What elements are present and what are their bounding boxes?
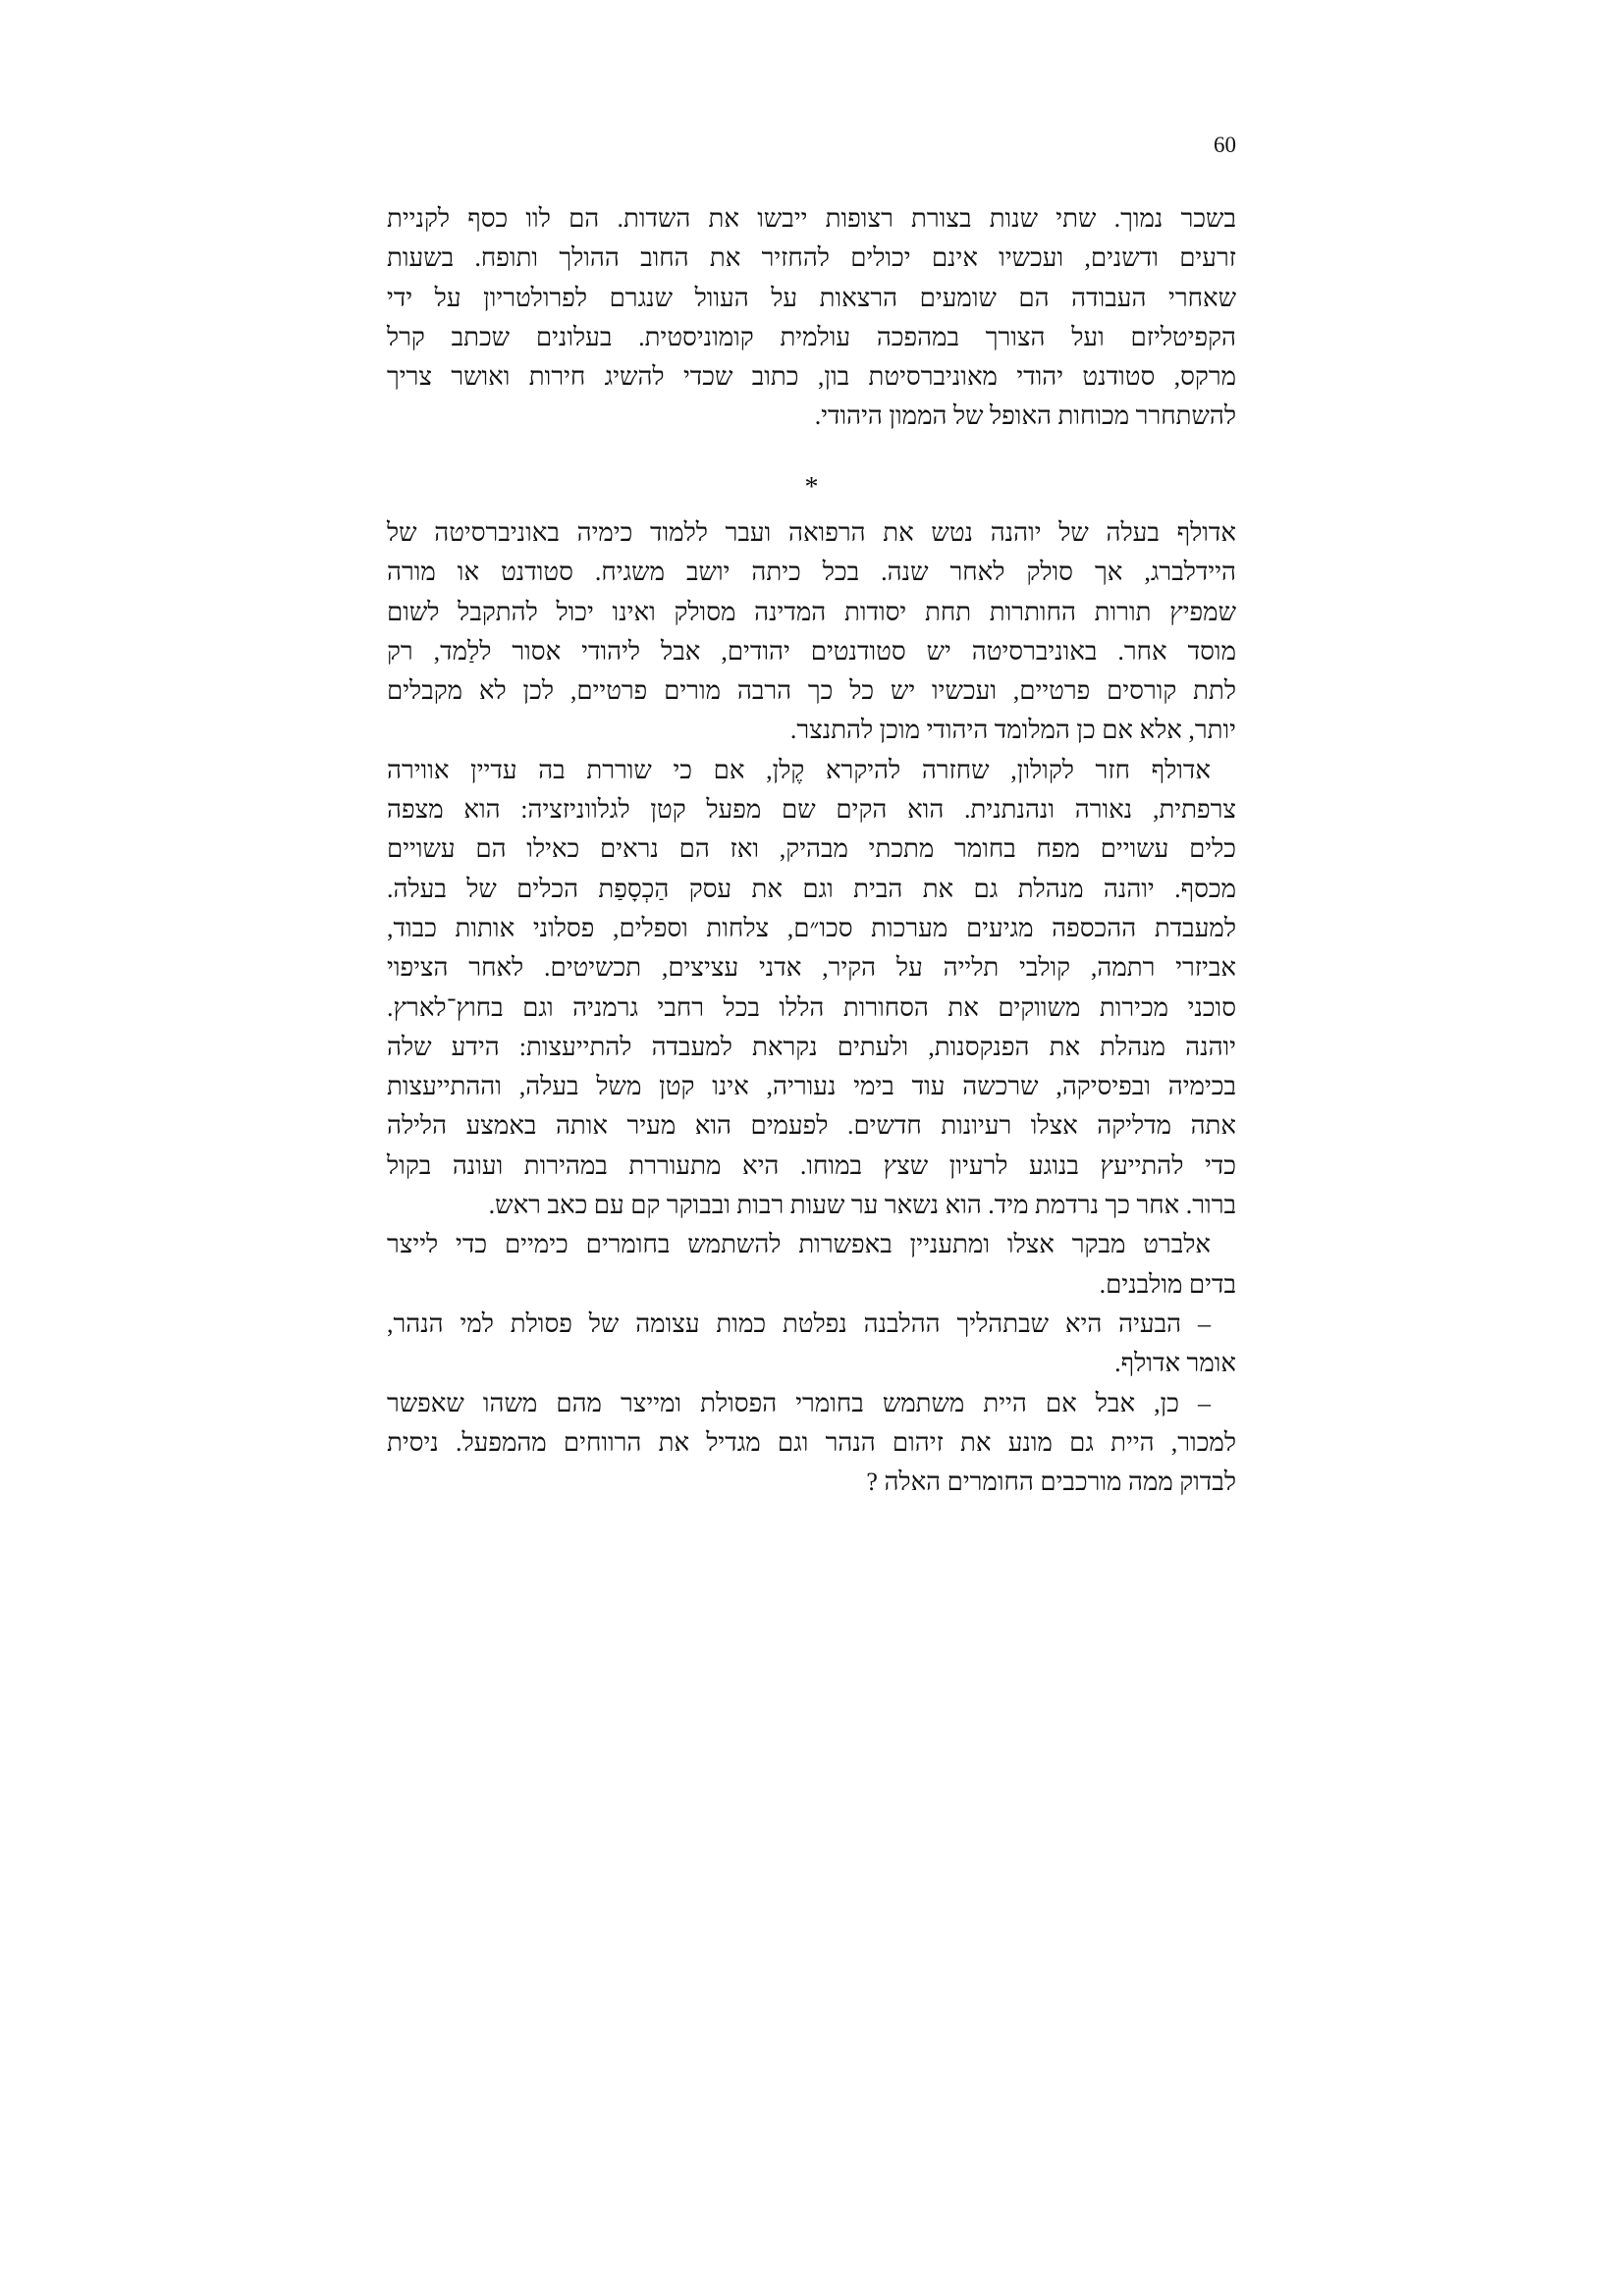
text-line: יותר, אלא אם כן המלומד היהודי מוכן להתנצר. [789,716,1236,745]
text-section-2 [387,513,1236,1502]
text-line: בדים מולבנים. [1099,1269,1236,1299]
page-number: 60 [1214,133,1236,157]
text-line: למכור, היית גם מונע את זיהום הנהר וגם מגדיל את הרווחים מהמפעל. ניסית [387,1427,1236,1457]
text-line: לתת קורסים פרטיים, ועכשיו יש כל כך הרבה מורים פרטיים, לכן לא מקבלים [387,676,1236,706]
text-line: מרקס, סטודנט יהודי מאוניברסיטת בון, כתוב שכדי להשיג חירות ואושר צריך [387,362,1236,392]
text-line: היידלברג, אך סולק לאחר שנה. בכל כיתה יושב משגיח. סטודנט או מורה [387,558,1236,587]
paragraph [387,513,1236,751]
text-line: צרפתית, נאורה ונהנתנית. הוא הקים שם מפעל קטן לגלווניזציה: הוא מצפה [387,795,1236,825]
text-line: בכימיה ובפיסיקה, שרכשה עוד בימי נעוריה, אינו קטן משל בעלה, וההתייעצות [387,1072,1236,1101]
text-line: שמפיץ תורות החותרות תחת יסודות המדינה מסולק ואינו יכול להתקבל לשום [387,597,1236,626]
paragraph [387,751,1236,1226]
text-section-1 [387,199,1236,437]
text-line: לבדוק ממה מורכבים החומרים האלה ? [866,1468,1236,1497]
text-line: כדי להתייעץ בנוגע לרעיון שצץ במוחו. היא מתעוררת במהירות ועונה בקול [387,1150,1236,1180]
text-line: אדולף חזר לקולון, שחזרה להיקרא קֶלן, אם כי שוררת בה עדיין אווירה [387,755,1211,784]
text-line: בשכר נמוך. שתי שנות בצורת רצופות ייבשו את השדות. הם לוו כסף לקניית [387,204,1236,233]
paragraph [387,1225,1236,1305]
text-line: למעבדת ההכספה מגיעים מערכות סכו״ם, צלחות וספלים, פסלוני אותות כבוד, [387,913,1236,942]
text-line: להשתחרר מכוחות האופל של הממון היהודי. [814,401,1236,431]
text-line: – הבעיה היא שבתהליך ההלבנה נפלטת כמות עצומה של פסולת למי הנהר, [387,1308,1211,1338]
text-line: כלים עשויים מפח בחומר מתכתי מבהיק, ואז הם נראים כאילו הם עשויים [387,834,1236,864]
text-line: מכסף. יוהנה מנהלת גם את הבית וגם את עסק הַכְסָפַת הכלים של בעלה. [387,874,1236,903]
text-line: – כן, אבל אם היית משתמש בחומרי הפסולת ומייצר מהם משהו שאפשר [387,1388,1211,1417]
text-line: סוכני מכירות משווקים את הסחורות הללו בכל רחבי גרמניה וגם בחוץ־לארץ. [387,992,1236,1022]
text-line: אדולף בעלה של יוהנה נטש את הרפואה ועבר ללמוד כימיה באוניברסיטה של [387,518,1236,547]
text-line: אתה מדליקה אצלו רעיונות חדשים. לפעמים הוא מעיר אותה באמצע הלילה [387,1111,1236,1141]
section-separator-asterisk: * [804,472,819,503]
text-line: מוסד אחר. באוניברסיטה יש סטודנטים יהודים, אבל ליהודי אסור ללַמד, רק [387,636,1236,666]
paragraph [387,1384,1236,1503]
text-line: אביזרי רתמה, קולבי תלייה על הקיר, אדני עציצים, תכשיטים. לאחר הציפוי [387,953,1236,983]
paragraph [387,1305,1236,1384]
text-line: שאחרי העבודה הם שומעים הרצאות על העוול שנגרם לפרולטריון על ידי [387,283,1236,312]
text-line: הקפיטליזם ועל הצורך במהפכה עולמית קומוניסטית. בעלונים שכתב קרל [387,322,1236,351]
text-line: זרעים ודשנים, ועכשיו אינם יכולים להחזיר את החוב ההולך ותופח. בשעות [387,243,1236,273]
text-line: ברור. אחר כך נרדמת מיד. הוא נשאר ער שעות רבות ובבוקר קם עם כאב ראש. [488,1191,1236,1220]
text-line: יוהנה מנהלת את הפנקסנות, ולעתים נקראת למעבדה להתייעצות: הידע שלה [387,1032,1236,1061]
text-line: אומר אדולף. [1114,1349,1236,1378]
paragraph [387,199,1236,437]
text-line: אלברט מבקר אצלו ומתעניין באפשרות להשתמש בחומרים כימיים כדי לייצר [387,1230,1211,1259]
